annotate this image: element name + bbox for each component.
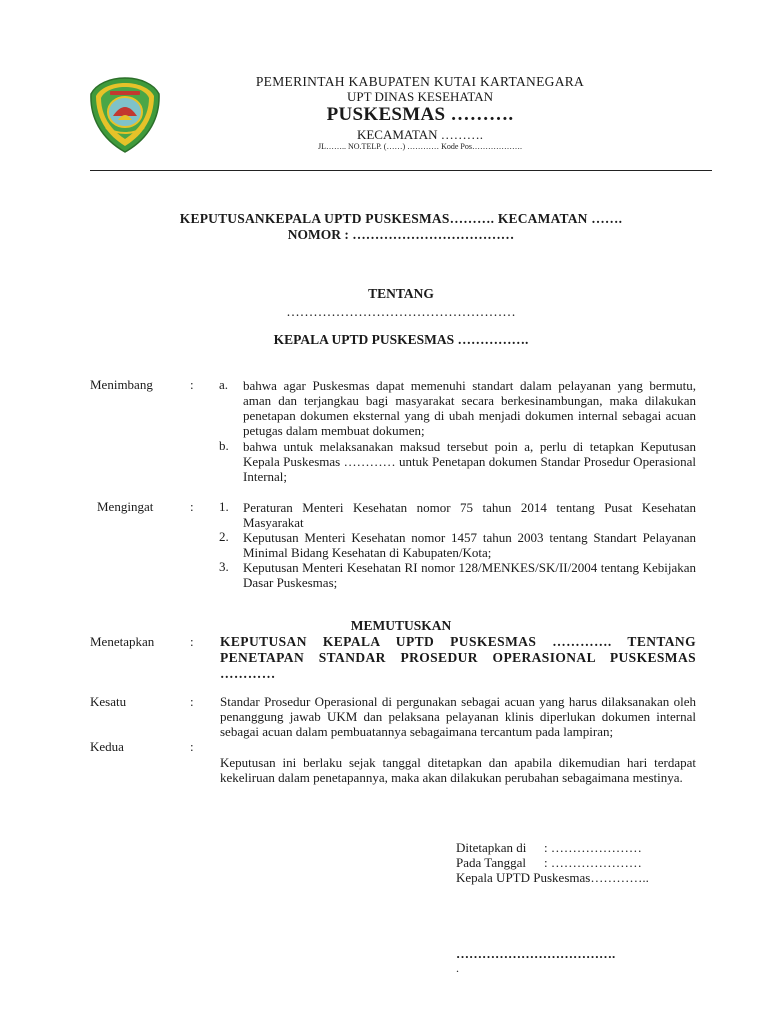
menetapkan-text: KEPUTUSAN KEPALA UPTD PUSKESMAS …………. TENTANG PENETAPAN STANDAR PROSEDUR OPERASIONAL PUSKESMAS …………	[220, 634, 696, 681]
ditetapkan-value: : …………………	[544, 840, 642, 855]
letterhead-divider	[90, 170, 712, 171]
ditetapkan-label: Ditetapkan di	[456, 840, 527, 855]
menimbang-marker-b: b.	[219, 438, 229, 453]
tentang-heading: TENTANG	[368, 286, 434, 301]
kedua-colon: :	[190, 739, 194, 754]
letterhead-address: JL…….. NO.TELP. (……) ………… Kode Pos……………….	[318, 142, 522, 151]
mengingat-label: Mengingat	[97, 499, 154, 514]
mengingat-colon: :	[190, 499, 194, 514]
decree-title: KEPUTUSANKEPALA UPTD PUSKESMAS………. KECAMATAN …….	[179, 211, 623, 226]
menetapkan-label: Menetapkan	[90, 634, 155, 649]
memutuskan-heading: MEMUTUSKAN	[350, 618, 452, 633]
kesatu-colon: :	[190, 694, 194, 709]
tanggal-row	[456, 855, 642, 870]
mengingat-item-3: Keputusan Menteri Kesehatan RI nomor 128/MENKES/SK/II/2004 tentang Kebijakan Dasar Puskesmas;	[243, 560, 696, 590]
mengingat-item-1: Peraturan Menteri Kesehatan nomor 75 tahun 2014 tentang Pusat Kesehatan Masyarakat	[243, 500, 696, 530]
signatory-name: ……………………………….	[456, 946, 616, 961]
signatory-nip: .	[456, 961, 459, 975]
mengingat-marker-1: 1.	[219, 499, 229, 514]
kesatu-text: Standar Prosedur Operasional di pergunakan sebagai acuan yang harus dilaksanakan oleh penanggung jawab UKM dan pelaksana pelayanan klinis diperlukan dokumen internal sebagai acuan dalam pembuatannya sebagaimana tercantum pada lampiran;	[220, 694, 696, 739]
kesatu-label: Kesatu	[90, 694, 127, 709]
tanggal-label: Pada Tanggal	[456, 855, 526, 870]
tentang-subject: ……………………………………………	[286, 304, 516, 319]
kepala-signature-title: Kepala UPTD Puskesmas…………..	[456, 870, 649, 885]
mengingat-marker-3: 3.	[219, 559, 229, 574]
menimbang-item-b: bahwa untuk melaksanakan maksud tersebut poin a, perlu di tetapkan Keputusan Kepala Puskesmas ………… untuk Penetapan dokumen Standar Prosedur Operasional Internal;	[243, 439, 696, 484]
mengingat-item-2: Keputusan Menteri Kesehatan nomor 1457 tahun 2003 tentang Standart Pelayanan Minimal Bidang Kesehatan di Kabupaten/Kota;	[243, 530, 696, 560]
kedua-text: Keputusan ini berlaku sejak tanggal ditetapkan dan apabila dikemudian hari terdapat kekeliruan dalam penetapannya, maka akan dilakukan perubahan sebagaimana mestinya.	[220, 755, 696, 785]
regency-emblem-logo	[88, 76, 162, 154]
letterhead-puskesmas: PUSKESMAS ……….	[326, 104, 514, 125]
kepala-heading: KEPALA UPTD PUSKESMAS …………….	[273, 332, 529, 347]
menetapkan-colon: :	[190, 634, 194, 649]
menimbang-item-a: bahwa agar Puskesmas dapat memenuhi standart dalam pelayanan yang bermutu, aman dan terjangkau bagi masyarakat secara berkesinambungan, maka dilakukan penetapan dokumen eksternal yang di ubah menjadi dokumen internal sebagai acuan petugas dalam membuat dokumen;	[243, 378, 696, 438]
kedua-label: Kedua	[90, 739, 124, 754]
letterhead-agency: UPT DINAS KESEHATAN	[346, 89, 494, 104]
mengingat-marker-2: 2.	[219, 529, 229, 544]
letterhead-kecamatan: KECAMATAN ……….	[356, 127, 484, 142]
decree-number: NOMOR : ………………………………	[287, 227, 515, 242]
tanggal-value: : …………………	[544, 855, 642, 870]
menimbang-marker-a: a.	[219, 377, 229, 392]
ditetapkan-row	[456, 840, 642, 855]
letterhead-government: PEMERINTAH KABUPATEN KUTAI KARTANEGARA	[255, 74, 585, 89]
menimbang-label: Menimbang	[90, 377, 153, 392]
menimbang-colon: :	[190, 377, 194, 392]
